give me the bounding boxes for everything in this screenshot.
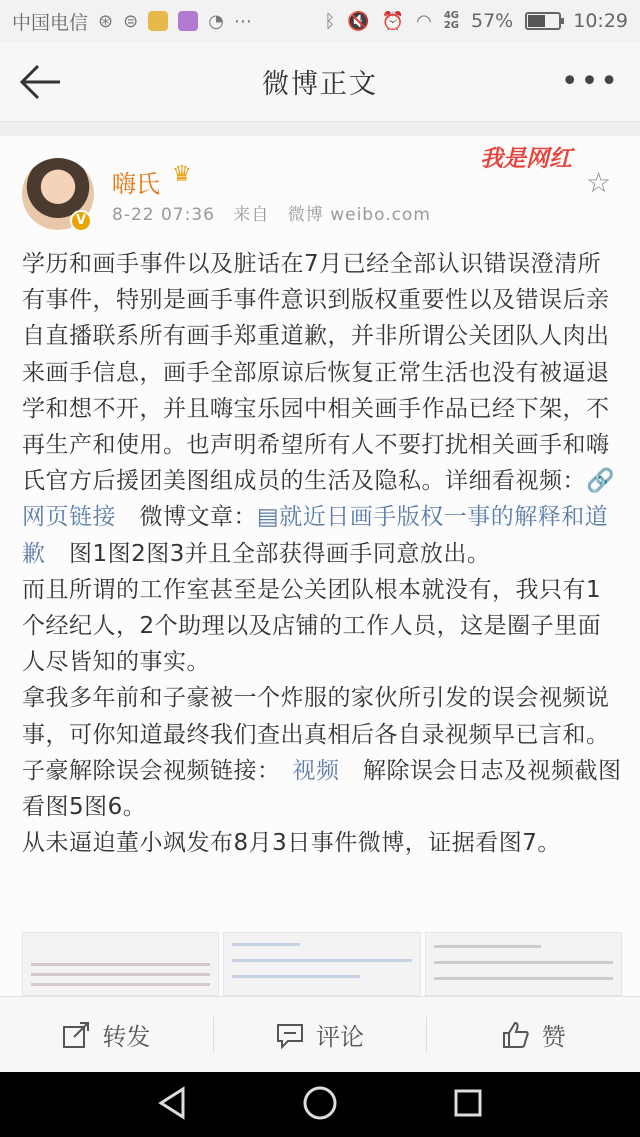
post-meta <box>112 200 443 225</box>
comment-icon <box>276 1021 304 1049</box>
carrier-label: 中国电信 <box>12 11 89 34</box>
mute-icon: 🔇 <box>347 10 370 32</box>
like-button[interactable]: 赞 <box>427 1017 640 1052</box>
alarm-icon: ⏰ <box>381 10 405 32</box>
nav-back-button[interactable] <box>157 1086 187 1124</box>
web-link[interactable]: 🔗网页链接 <box>22 468 616 531</box>
repost-icon <box>62 1021 90 1049</box>
notification-icon: ◔ <box>208 10 224 32</box>
username[interactable]: 嗨氏 <box>112 170 160 198</box>
paragraph: 学历和画手事件以及脏话在7月已经全部认识错误澄清所有事件，特别是画手事件意识到版权重要性以及错误后亲自直播联系所有画手郑重道歉，并非所谓公关团队人肉出来画手信息，画手全部原谅后恢复正常生活也没有被逼退学和想不开，并且嗨宝乐园中相关画手作品已经下架，不再生产和使用。也声明希望所有人不要打扰相关画手和嗨氏官方后援团美图组成员的生活及隐私。详细看视频：🔗网页链接 微博文章：▤就近日画手版权一事的解释和道歉 图1图2图3并且全部获得画手同意放出。 <box>22 251 616 567</box>
nav-recents-button[interactable] <box>453 1088 483 1122</box>
paragraph: 拿我多年前和子豪被一个炸服的家伙所引发的误会视频说事，可你知道最终我们查出真相后各自录视频早已言和。子豪解除误会视频链接： 视频 解除误会日志及视频截图看图5图6。 <box>22 685 622 821</box>
separator <box>0 122 640 136</box>
lock-app-icon <box>148 11 168 31</box>
battery-percent: 57% <box>471 10 514 32</box>
nav-home-button[interactable] <box>302 1085 338 1125</box>
triangle-back-icon <box>157 1086 187 1120</box>
paragraph: 而且所谓的工作室甚至是公关团队根本就没有，我只有1个经纪人，2个助理以及店铺的工作人员，这是圈子里面人尽皆知的事实。 <box>22 576 602 676</box>
post-body <box>22 246 622 861</box>
status-bar <box>0 0 640 42</box>
wifi-icon: ◠ <box>416 10 432 32</box>
bluetooth-icon: ᛒ <box>324 10 336 32</box>
action-bar <box>0 996 640 1072</box>
image-thumbnails <box>22 932 622 996</box>
video-link[interactable]: 视频 <box>292 757 340 784</box>
comment-button[interactable]: 评论 <box>214 1017 427 1052</box>
vip-crown-icon: ♛ <box>172 162 192 187</box>
thumbnail-image[interactable] <box>22 932 219 996</box>
thumbnail-image[interactable] <box>425 932 622 996</box>
more-options-icon[interactable]: ••• <box>560 64 620 99</box>
article-link[interactable]: ▤就近日画手版权一事的解释和道歉 <box>22 504 609 567</box>
star-icon[interactable]: ☆ <box>586 166 612 199</box>
post-source: 微博 weibo.com <box>287 205 431 225</box>
network-indicator: 4G 2G <box>443 10 459 31</box>
source-label: 来自 <box>233 205 270 225</box>
usb-icon: ⊜ <box>123 10 139 32</box>
verified-badge-icon: V <box>70 210 92 232</box>
nav-bar <box>0 42 640 122</box>
watermark-logo: 我是网红 <box>480 146 572 172</box>
more-notifications-icon: ⋯ <box>233 10 252 32</box>
sync-icon: ⊛ <box>98 10 114 32</box>
paragraph: 从未逼迫董小飒发布8月3日事件微博，证据看图7。 <box>22 830 561 857</box>
post-card <box>0 136 640 996</box>
gallery-app-icon <box>178 11 198 31</box>
page-title: 微博正文 <box>262 69 378 100</box>
circle-home-icon <box>302 1085 338 1121</box>
android-nav-bar <box>0 1072 640 1137</box>
post-date: 8-22 07:36 <box>112 205 215 225</box>
thumbnail-image[interactable] <box>223 932 420 996</box>
thumbs-up-icon <box>502 1021 530 1049</box>
repost-button[interactable]: 转发 <box>0 1017 213 1052</box>
back-arrow-icon <box>18 62 62 102</box>
battery-icon <box>525 12 561 30</box>
clock: 10:29 <box>573 10 628 32</box>
back-button[interactable] <box>18 62 62 102</box>
square-recents-icon <box>453 1088 483 1118</box>
